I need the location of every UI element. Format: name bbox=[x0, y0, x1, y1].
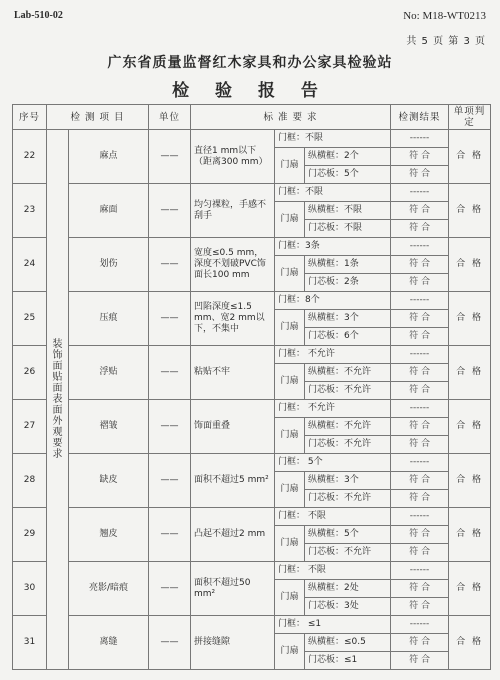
row-number: 30 bbox=[13, 562, 47, 616]
rail-stile-result: 符 合 bbox=[391, 634, 449, 652]
rail-stile-result: 符 合 bbox=[391, 418, 449, 436]
rail-stile-requirement: 纵横框：不限 bbox=[305, 202, 391, 220]
door-leaf-label: 门扇 bbox=[275, 256, 305, 292]
panel-result: 符 合 bbox=[391, 220, 449, 238]
test-item: 离缝 bbox=[69, 616, 149, 670]
table-row bbox=[13, 562, 491, 580]
rail-stile-result: 符 合 bbox=[391, 364, 449, 382]
test-item: 压痕 bbox=[69, 292, 149, 346]
test-item: 划伤 bbox=[69, 238, 149, 292]
unit-cell: —— bbox=[149, 508, 191, 562]
panel-requirement: 门芯板：5个 bbox=[305, 166, 391, 184]
panel-requirement: 门芯板：2条 bbox=[305, 274, 391, 292]
unit-cell: —— bbox=[149, 238, 191, 292]
door-leaf-label: 门扇 bbox=[275, 364, 305, 400]
panel-requirement: 门芯板：不允许 bbox=[305, 544, 391, 562]
judgement: 合 格 bbox=[449, 454, 491, 508]
unit-cell: —— bbox=[149, 130, 191, 184]
rail-stile-requirement: 纵横框：1条 bbox=[305, 256, 391, 274]
judgement: 合 格 bbox=[449, 562, 491, 616]
standard-requirement: 凹陷深度≤1.5 mm、宽2 mm以下，不集中 bbox=[191, 292, 275, 346]
standard-requirement: 凸起不超过2 mm bbox=[191, 508, 275, 562]
panel-result: 符 合 bbox=[391, 166, 449, 184]
row-number: 25 bbox=[13, 292, 47, 346]
test-item: 浮贴 bbox=[69, 346, 149, 400]
door-leaf-label: 门扇 bbox=[275, 526, 305, 562]
judgement: 合 格 bbox=[449, 184, 491, 238]
header-unit: 单位 bbox=[149, 105, 191, 130]
test-item: 麻点 bbox=[69, 130, 149, 184]
rail-stile-requirement: 纵横框：≤0.5 bbox=[305, 634, 391, 652]
rail-stile-result: 符 合 bbox=[391, 256, 449, 274]
panel-requirement: 门芯板：≤1 bbox=[305, 652, 391, 670]
panel-result: 符 合 bbox=[391, 490, 449, 508]
door-leaf-label: 门扇 bbox=[275, 580, 305, 616]
test-item: 褶皱 bbox=[69, 400, 149, 454]
header-seq: 序号 bbox=[13, 105, 47, 130]
row-number: 28 bbox=[13, 454, 47, 508]
row-number: 24 bbox=[13, 238, 47, 292]
standard-requirement: 均匀裸粒，手感不刮手 bbox=[191, 184, 275, 238]
rail-stile-requirement: 纵横框：3个 bbox=[305, 472, 391, 490]
header-standard: 标 准 要 求 bbox=[191, 105, 391, 130]
rail-stile-result: 符 合 bbox=[391, 580, 449, 598]
door-leaf-label: 门扇 bbox=[275, 418, 305, 454]
panel-result: 符 合 bbox=[391, 652, 449, 670]
row-number: 31 bbox=[13, 616, 47, 670]
table-row bbox=[13, 454, 491, 472]
panel-result: 符 合 bbox=[391, 328, 449, 346]
standard-requirement: 宽度≤0.5 mm，深度不划破PVC饰面长100 mm bbox=[191, 238, 275, 292]
door-leaf-label: 门扇 bbox=[275, 634, 305, 670]
judgement: 合 格 bbox=[449, 616, 491, 670]
door-leaf-label: 门扇 bbox=[275, 148, 305, 184]
unit-cell: —— bbox=[149, 400, 191, 454]
unit-cell: —— bbox=[149, 184, 191, 238]
frame-result-dashes: ------ bbox=[391, 130, 449, 148]
door-frame-requirement: 门框： 不允许 bbox=[275, 400, 391, 418]
row-number: 26 bbox=[13, 346, 47, 400]
test-item: 亮影/暗痕 bbox=[69, 562, 149, 616]
rail-stile-requirement: 纵横框：5个 bbox=[305, 526, 391, 544]
door-frame-requirement: 门框： ≤1 bbox=[275, 616, 391, 634]
panel-requirement: 门芯板：3处 bbox=[305, 598, 391, 616]
table-body bbox=[13, 130, 491, 670]
unit-cell: —— bbox=[149, 346, 191, 400]
door-leaf-label: 门扇 bbox=[275, 202, 305, 238]
panel-requirement: 门芯板：不允许 bbox=[305, 436, 391, 454]
rail-stile-requirement: 纵横框：3个 bbox=[305, 310, 391, 328]
table-row bbox=[13, 346, 491, 364]
door-frame-requirement: 门框： 不限 bbox=[275, 508, 391, 526]
rail-stile-requirement: 纵横框：不允许 bbox=[305, 364, 391, 382]
rail-stile-result: 符 合 bbox=[391, 202, 449, 220]
rail-stile-result: 符 合 bbox=[391, 472, 449, 490]
table-row bbox=[13, 292, 491, 310]
category-label-text: 装 饰 面 贴 面 表 面 外 观 要 求 bbox=[52, 339, 63, 460]
frame-result-dashes: ------ bbox=[391, 400, 449, 418]
standard-requirement: 直径1 mm以下（距离300 mm） bbox=[191, 130, 275, 184]
panel-requirement: 门芯板：不限 bbox=[305, 220, 391, 238]
standard-requirement: 面积不超过5 mm² bbox=[191, 454, 275, 508]
judgement: 合 格 bbox=[449, 346, 491, 400]
standard-requirement: 粘贴不牢 bbox=[191, 346, 275, 400]
panel-result: 符 合 bbox=[391, 544, 449, 562]
unit-cell: —— bbox=[149, 562, 191, 616]
row-number: 27 bbox=[13, 400, 47, 454]
door-leaf-label: 门扇 bbox=[275, 310, 305, 346]
judgement: 合 格 bbox=[449, 508, 491, 562]
door-leaf-label: 门扇 bbox=[275, 472, 305, 508]
row-number: 22 bbox=[13, 130, 47, 184]
report-title: 检 验 报 告 bbox=[172, 81, 328, 101]
lab-code: Lab-510-02 bbox=[14, 10, 63, 21]
table-row bbox=[13, 400, 491, 418]
rail-stile-result: 符 合 bbox=[391, 310, 449, 328]
panel-requirement: 门芯板：6个 bbox=[305, 328, 391, 346]
judgement: 合 格 bbox=[449, 130, 491, 184]
table-row bbox=[13, 616, 491, 634]
door-frame-requirement: 门框： 不允许 bbox=[275, 346, 391, 364]
frame-result-dashes: ------ bbox=[391, 454, 449, 472]
row-number: 23 bbox=[13, 184, 47, 238]
panel-result: 符 合 bbox=[391, 436, 449, 454]
door-frame-requirement: 门框：不限 bbox=[275, 130, 391, 148]
frame-result-dashes: ------ bbox=[391, 184, 449, 202]
door-frame-requirement: 门框：3条 bbox=[275, 238, 391, 256]
table-row bbox=[13, 184, 491, 202]
page-count: 共 5 页 第 3 页 bbox=[406, 36, 486, 47]
table-row bbox=[13, 508, 491, 526]
header-judgement: 单项判定 bbox=[449, 105, 491, 130]
panel-requirement: 门芯板：不允许 bbox=[305, 382, 391, 400]
inspection-table bbox=[12, 104, 491, 670]
unit-cell: —— bbox=[149, 616, 191, 670]
frame-result-dashes: ------ bbox=[391, 292, 449, 310]
panel-result: 符 合 bbox=[391, 382, 449, 400]
station-title: 广东省质量监督红木家具和办公家具检验站 bbox=[107, 55, 393, 71]
frame-result-dashes: ------ bbox=[391, 238, 449, 256]
panel-result: 符 合 bbox=[391, 598, 449, 616]
door-frame-requirement: 门框：8个 bbox=[275, 292, 391, 310]
rail-stile-requirement: 纵横框：2个 bbox=[305, 148, 391, 166]
panel-result: 符 合 bbox=[391, 274, 449, 292]
frame-result-dashes: ------ bbox=[391, 616, 449, 634]
judgement: 合 格 bbox=[449, 238, 491, 292]
standard-requirement: 拼接缝隙 bbox=[191, 616, 275, 670]
standard-requirement: 饰面重叠 bbox=[191, 400, 275, 454]
unit-cell: —— bbox=[149, 454, 191, 508]
test-item: 翘皮 bbox=[69, 508, 149, 562]
unit-cell: —— bbox=[149, 292, 191, 346]
table-row bbox=[13, 238, 491, 256]
header-item: 检 测 项 目 bbox=[47, 105, 149, 130]
test-item: 麻面 bbox=[69, 184, 149, 238]
door-frame-requirement: 门框：不限 bbox=[275, 184, 391, 202]
header-result: 检测结果 bbox=[391, 105, 449, 130]
row-number: 29 bbox=[13, 508, 47, 562]
frame-result-dashes: ------ bbox=[391, 562, 449, 580]
report-number: No: M18-WT0213 bbox=[403, 10, 486, 22]
judgement: 合 格 bbox=[449, 400, 491, 454]
panel-requirement: 门芯板：不允许 bbox=[305, 490, 391, 508]
frame-result-dashes: ------ bbox=[391, 508, 449, 526]
table-row bbox=[13, 130, 491, 148]
rail-stile-result: 符 合 bbox=[391, 526, 449, 544]
door-frame-requirement: 门框： 5个 bbox=[275, 454, 391, 472]
rail-stile-requirement: 纵横框：2处 bbox=[305, 580, 391, 598]
table-header-row bbox=[13, 105, 491, 130]
frame-result-dashes: ------ bbox=[391, 346, 449, 364]
door-frame-requirement: 门框： 不限 bbox=[275, 562, 391, 580]
test-item: 缺皮 bbox=[69, 454, 149, 508]
rail-stile-result: 符 合 bbox=[391, 148, 449, 166]
standard-requirement: 面积不超过50 mm² bbox=[191, 562, 275, 616]
judgement: 合 格 bbox=[449, 292, 491, 346]
rail-stile-requirement: 纵横框：不允许 bbox=[305, 418, 391, 436]
category-label bbox=[47, 130, 69, 670]
